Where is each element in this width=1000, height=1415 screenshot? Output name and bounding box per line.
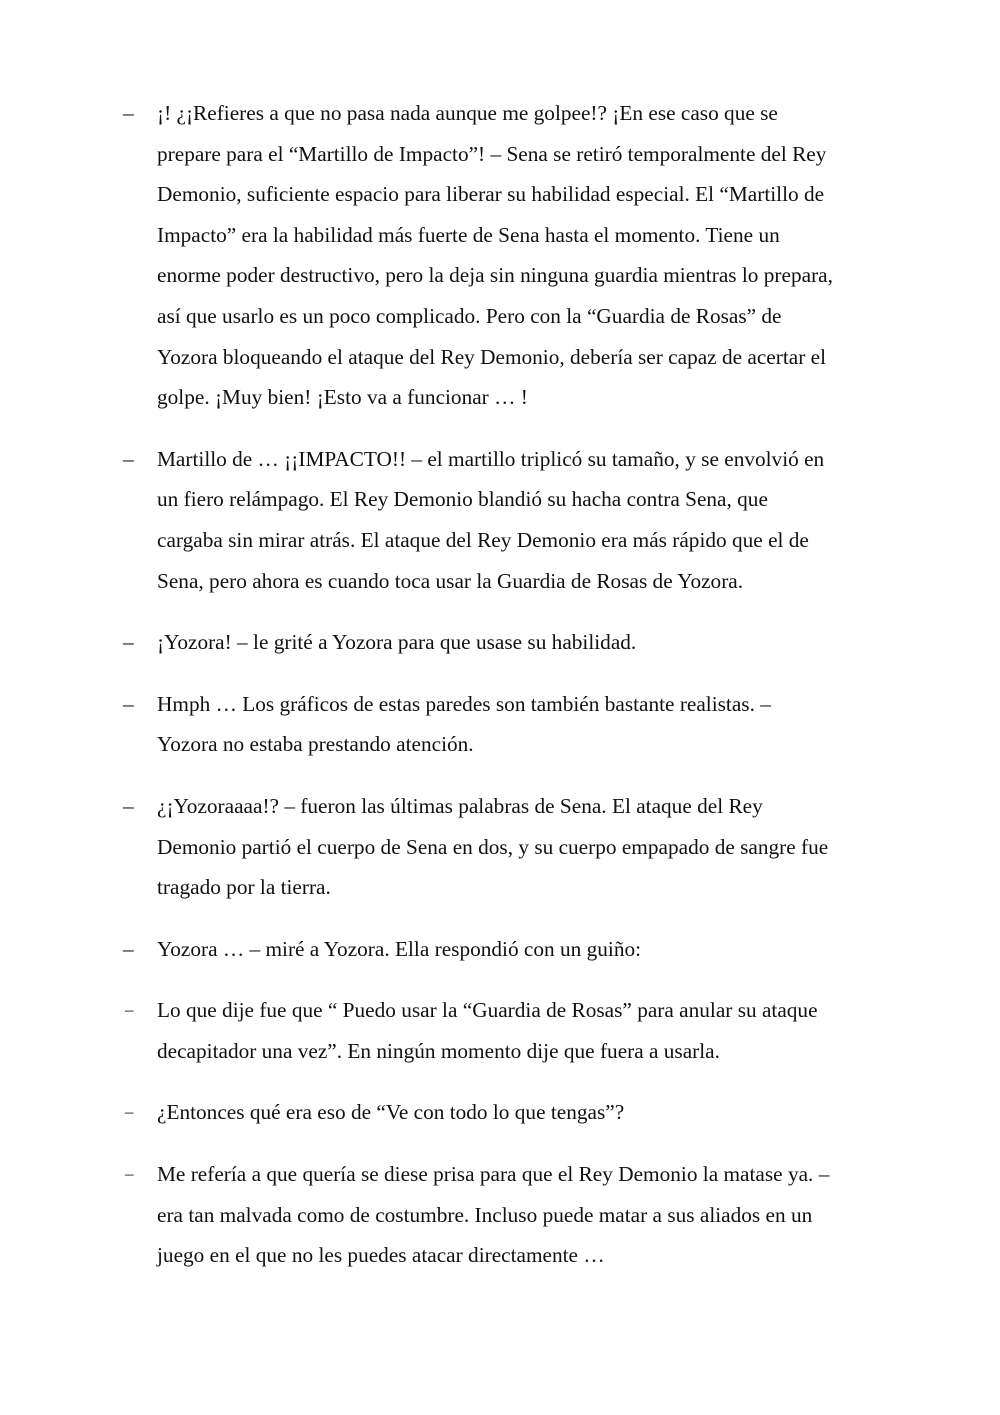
- dialogue-paragraph: [123, 622, 913, 663]
- paragraph-line: decapitador una vez”. En ningún momento dije que fuera a usarla.: [157, 1038, 720, 1063]
- dash-marker: –: [123, 446, 134, 471]
- paragraph-line: ¡! ¿¡Refieres a que no pasa nada aunque me golpee!? ¡En ese caso que se: [157, 101, 778, 125]
- paragraph-line: Sena, pero ahora es cuando toca usar la Guardia de Rosas de Yozora.: [157, 568, 744, 593]
- paragraph-line: Yozora bloqueando el ataque del Rey Demonio, debería ser capaz de acertar el: [157, 344, 826, 369]
- paragraph-line: Yozora no estaba prestando atención.: [157, 732, 474, 757]
- dialogue-paragraph: [123, 786, 913, 908]
- paragraph-line: ¡Yozora! – le grité a Yozora para que usase su habilidad.: [157, 630, 637, 655]
- dash-marker: –: [123, 101, 134, 125]
- dash-marker: –: [123, 936, 134, 961]
- paragraph-line: ¿¡Yozoraaaa!? – fueron las últimas palabras de Sena. El ataque del Rey: [157, 793, 763, 818]
- paragraph-line: tragado por la tierra.: [157, 875, 331, 900]
- paragraph-line: era tan malvada como de costumbre. Incluso puede matar a sus aliados en un: [157, 1202, 813, 1227]
- paragraph-line: Yozora … – miré a Yozora. Ella respondió con un guiño:: [157, 936, 642, 961]
- paragraph-line: cargaba sin mirar atrás. El ataque del Rey Demonio era más rápido que el de: [157, 527, 809, 552]
- dialogue-paragraph: [123, 929, 913, 970]
- dialogue-paragraph: [123, 439, 913, 601]
- dialogue-paragraph: [123, 990, 913, 1071]
- paragraph-line: Hmph … Los gráficos de estas paredes son también bastante realistas. –: [157, 691, 771, 716]
- paragraph-line: Lo que dije fue que “ Puedo usar la “Guardia de Rosas” para anular su ataque: [157, 998, 818, 1023]
- dash-marker: –: [123, 691, 134, 716]
- dash-marker: –: [125, 1164, 134, 1184]
- dialogue-paragraph: [123, 684, 913, 765]
- paragraph-line: un fiero relámpago. El Rey Demonio blandió su hacha contra Sena, que: [157, 487, 768, 512]
- paragraph-line: juego en el que no les puedes atacar directamente …: [157, 1243, 605, 1268]
- dash-marker: –: [125, 1102, 134, 1122]
- paragraph-line: Demonio, suficiente espacio para liberar su habilidad especial. El “Martillo de: [157, 182, 825, 207]
- dialogue-paragraph: [123, 1154, 913, 1276]
- paragraph-line: Impacto” era la habilidad más fuerte de Sena hasta el momento. Tiene un: [157, 222, 780, 247]
- paragraph-line: golpe. ¡Muy bien! ¡Esto va a funcionar … !: [157, 385, 528, 410]
- dialogue-paragraph: [123, 1092, 913, 1133]
- paragraph-line: Martillo de … ¡¡IMPACTO!! – el martillo triplicó su tamaño, y se envolvió en: [157, 446, 825, 471]
- paragraph-line: prepare para el “Martillo de Impacto”! – Sena se retiró temporalmente del Rey: [157, 141, 827, 166]
- paragraph-line: así que usarlo es un poco complicado. Pero con la “Guardia de Rosas” de: [157, 303, 782, 328]
- dash-marker: –: [123, 793, 134, 818]
- dialogue-list: [123, 93, 913, 1297]
- paragraph-line: enorme poder destructivo, pero la deja sin ninguna guardia mientras lo prepara,: [157, 263, 833, 288]
- dash-marker: –: [125, 1000, 134, 1020]
- paragraph-line: ¿Entonces qué era eso de “Ve con todo lo que tengas”?: [157, 1100, 625, 1125]
- paragraph-line: Me refería a que quería se diese prisa para que el Rey Demonio la matase ya. –: [157, 1162, 830, 1187]
- paragraph-line: Demonio partió el cuerpo de Sena en dos, y su cuerpo empapado de sangre fue: [157, 834, 829, 859]
- dash-marker: –: [123, 630, 134, 655]
- dialogue-paragraph: [123, 93, 913, 418]
